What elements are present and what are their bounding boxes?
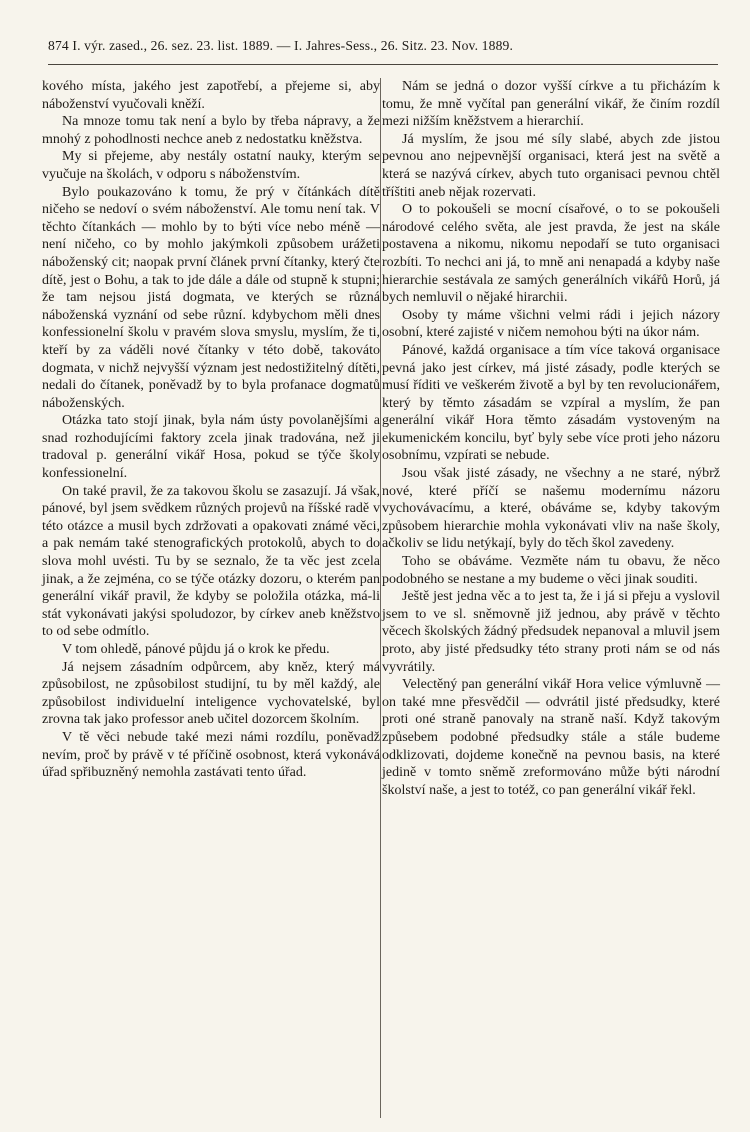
paragraph: kového místa, jakého jest zapotřebí, a přejeme si, aby náboženství vyučovali kněží. bbox=[42, 79, 380, 112]
paragraph: Osoby ty máme všichni velmi rádi i jejich názory osobní, které zajisté v ničem nemohou býti na úkor nám. bbox=[382, 307, 720, 341]
left-column bbox=[42, 78, 380, 782]
paragraph: Pánové, každá organisace a tím více taková organisace pevná jako jest církev, má jisté zásady, podle kterých se musí říditi ve veškerém životě a byl by ten revolucionářem, který by těmto zásadám se vzpíral a myslím, že pan generální vikář Hora těmto zásadám vystoveným na ekumenickém koncilu, byť byly sebe více proti jeho názoru osobnímu, vzpírati se nebude. bbox=[382, 342, 720, 464]
paragraph: Otázka tato stojí jinak, byla nám ústy povolanějšími a snad rozhodujícími faktory zcela jinak tradována, než ji tradoval p. generální vikář Hosa, pokud se týče školy konfessionelní. bbox=[42, 413, 380, 482]
paragraph: My si přejeme, aby nestály ostatní nauky, kterým se vyučuje na školách, v odporu s náboženstvím. bbox=[42, 149, 380, 182]
right-column bbox=[382, 78, 720, 799]
paragraph: Velectěný pan generální vikář Hora velice výmluvně — on také mne přesvědčil — odvrátil jisté předsudky, které proti oné straně panovaly na straně naší. Když takovým způsebem podobné předsudky stále a stále budeme odklizovati, dojdeme konečně na pevnou basis, na které jedině v tomto sněmě zreformováno může býti národní školství naše, a jest to totéž, co pan generální vikář řekl. bbox=[382, 677, 720, 798]
paragraph: On také pravil, že za takovou školu se zasazují. Já však, pánové, byl jsem svědkem různých projevů na říšské radě v této otázce a musil bych zdržovati a opakovati známé věci, a pak nemám také stenografických protokolů, abych to do slova mohl uvésti. Tu by se seznalo, že ta věc jest zcela jinak, a že zejména, co se týče otázky dozoru, o kterém pan generální vikář pravil, že kdyby se položila otázka, má-li stát vykonávati jakýsi spoludozor, by církev aneb kněžstvo to od sebe odmítlo. bbox=[42, 483, 380, 640]
paragraph: Nám se jedná o dozor vyšší církve a tu přicházím k tomu, že mně vyčítal pan generální vikář, že činím rozdíl mezi nižším kněžstvem a hierarchií. bbox=[382, 79, 720, 130]
paragraph: Ještě jest jedna věc a to jest ta, že i já si přeju a vyslovil jsem to ve sl. sněmovně již jednou, aby právě v těchto věcech školských žádný předsudek nepanoval a mluvil jsem proto, aby jisté předsudky této strany proti nám se od nás vyvrátily. bbox=[382, 589, 720, 675]
paragraph: Toho se obáváme. Vezměte nám tu obavu, že něco podobného se nestane a my budeme o věci jinak souditi. bbox=[382, 554, 720, 587]
page-header bbox=[48, 38, 718, 54]
paragraph: O to pokoušeli se mocní císařové, o to se pokoušeli národové celého světa, ale jest pravda, že jest na skále postavena a nikomu, nikomu nepodaří se tuto organisaci rozbíti. To nechci ani já, to mně ani nenapadá a kdyby naše hierarchie sestávala ze samých generálních vikářů Horů, já bych nemluvil o nějaké hirarchii. bbox=[382, 202, 720, 306]
paragraph: V tě věci nebude také mezi námi rozdílu, poněvadž nevím, proč by právě v té příčině osobnost, která vykonává úřad spřibuzněný nemohla zastávati tento úřad. bbox=[42, 729, 380, 781]
paragraph: V tom ohledě, pánové půjdu já o krok ke předu. bbox=[62, 642, 330, 657]
header-rule bbox=[48, 64, 718, 65]
column-divider bbox=[380, 78, 381, 1118]
paragraph: Já myslím, že jsou mé síly slabé, abych zde jistou pevnou ano nejpevnější organisaci, která jest na světě a která se nazývá církev, abych tuto organisaci pevnou chtěl tříštiti aneb nějak rozervati. bbox=[382, 131, 720, 200]
paragraph: Já nejsem zásadním odpůrcem, aby kněz, který má způsobilost, ne způsobilost studijní, tu by měl každý, ale způsobilost individuelní inteligence vychovatelské, byl zrovna tak jako professor aneb učitel dozorcem školním. bbox=[42, 659, 380, 728]
paragraph: Bylo poukazováno k tomu, že prý v čítánkách dítě ničeho se nedoví o svém náboženství. Ale tomu není tak. V těchto čítankách — mohlo by to býti více nebo méně — není ničeho, co by mohlo jakýmkoli způsobem urážeti náboženský cit; naopak první článek první čítanky, který čte dítě, jest o Bohu, a tak to jde dále a dále od stupně k stupni; že tam nejsou jistá dogmata, ve kterých se různá náboženská vyznání od sebe různí. kdybychom měli dnes konfessionelní školu v pravém slova smyslu, myslím, že ti, kteří by za váděli nové čítanky v této době, takováto dogmata, v nichž nejvyšší význam jest nedostižitelný dítěti, nedali do čítanek, poněvadž by to byla profanace dogmatů náboženských. bbox=[42, 184, 380, 411]
paragraph: Na mnoze tomu tak není a bylo by třeba nápravy, a že mnohý z pohodlnosti nechce aneb z nedostatku kněžstva. bbox=[42, 114, 380, 147]
paragraph: Jsou však jisté zásady, ne všechny a ne staré, nýbrž nové, které příčí se našemu modernímu názoru vychovávacímu, a které, obáváme se, kdyby takovým způsobem hierarchie mohla vykonávati vliv na naše školy, ačkoliv se lidu netýkají, byly do těch škol zavedeny. bbox=[382, 466, 720, 552]
header-reference: 874 I. výr. zased., 26. sez. 23. list. 1889. — I. Jahres-Sess., 26. Sitz. 23. Nov. 1889. bbox=[48, 38, 514, 53]
